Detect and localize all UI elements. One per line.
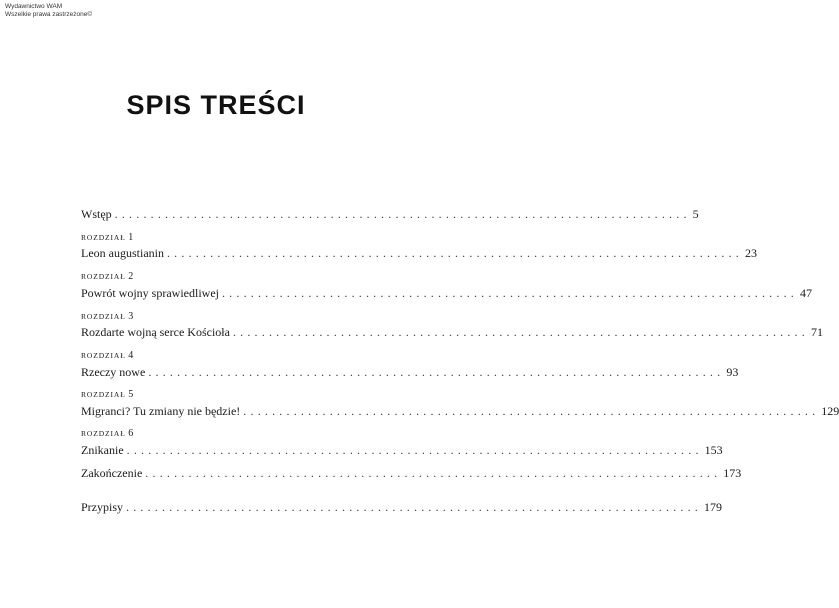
chapter-heading-6	[81, 428, 133, 440]
toc-page-number: 5	[692, 207, 699, 221]
toc-page-number: 173	[723, 466, 742, 480]
toc-entry-chapter-1[interactable]	[81, 245, 757, 261]
toc-entry-notes[interactable]	[81, 499, 722, 515]
chapter-word: ROZDZIAŁ	[81, 390, 126, 399]
dot-leader: ................................................................................	[148, 365, 725, 379]
dot-leader: ................................................................................	[221, 286, 798, 300]
dot-leader: ................................................................................	[243, 404, 820, 418]
toc-entry-label: Znikanie	[81, 443, 124, 457]
toc-entry-chapter-4[interactable]	[81, 364, 739, 380]
toc-entry-label: Zakończenie	[81, 466, 143, 480]
toc-page-number: 153	[704, 443, 723, 457]
chapter-number: 4	[128, 350, 134, 361]
chapter-word: ROZDZIAŁ	[81, 233, 126, 242]
chapter-heading-4	[81, 350, 133, 362]
toc-entry-label: Wstęp	[81, 207, 112, 221]
chapter-heading-1	[81, 232, 133, 244]
chapter-word: ROZDZIAŁ	[81, 429, 126, 438]
publisher-name: Wydawnictwo WAM	[5, 3, 63, 10]
dot-leader: ................................................................................	[114, 207, 691, 221]
toc-page-number: 71	[810, 325, 823, 339]
chapter-word: ROZDZIAŁ	[81, 351, 126, 360]
toc-entry-chapter-3[interactable]	[81, 324, 823, 340]
dot-leader: ................................................................................	[126, 500, 702, 514]
publisher-notice	[5, 3, 92, 19]
toc-entry-label: Przypisy	[81, 500, 123, 514]
toc-entry-label: Powrót wojny sprawiedliwej	[81, 286, 219, 300]
chapter-word: ROZDZIAŁ	[81, 272, 126, 281]
chapter-heading-5	[81, 389, 133, 401]
page-title: SPIS TREŚCI	[126, 90, 306, 120]
toc-page-number: 23	[744, 246, 757, 260]
toc-entry-chapter-5[interactable]	[81, 403, 839, 419]
chapter-number: 6	[128, 428, 134, 439]
dot-leader: ................................................................................	[126, 443, 703, 457]
chapter-number: 3	[128, 311, 134, 322]
dot-leader: ................................................................................	[232, 325, 809, 339]
toc-entry-chapter-6[interactable]	[81, 442, 723, 458]
toc-entry-conclusion[interactable]	[81, 465, 742, 481]
toc-entry-label: Rzeczy nowe	[81, 365, 146, 379]
toc-entry-label: Rozdarte wojną serce Kościoła	[81, 325, 230, 339]
toc-entry-label: Migranci? Tu zmiany nie będzie!	[81, 404, 241, 418]
toc-page-number: 93	[726, 365, 739, 379]
chapter-word: ROZDZIAŁ	[81, 312, 126, 321]
chapter-number: 2	[128, 271, 134, 282]
toc-page-number: 47	[799, 286, 812, 300]
dot-leader: ................................................................................	[145, 466, 722, 480]
chapter-heading-3	[81, 311, 133, 323]
copyright-notice: Wszelkie prawa zastrzeżone©	[5, 11, 93, 18]
toc-entry-intro[interactable]	[81, 206, 699, 222]
chapter-number: 5	[128, 389, 134, 400]
chapter-number: 1	[128, 232, 134, 243]
toc-entry-label: Leon augustianin	[81, 246, 164, 260]
toc-entry-chapter-2[interactable]	[81, 285, 812, 301]
toc-page-number: 129	[821, 404, 839, 418]
dot-leader: ................................................................................	[166, 246, 743, 260]
toc-page-number: 179	[704, 500, 722, 514]
chapter-heading-2	[81, 271, 133, 283]
